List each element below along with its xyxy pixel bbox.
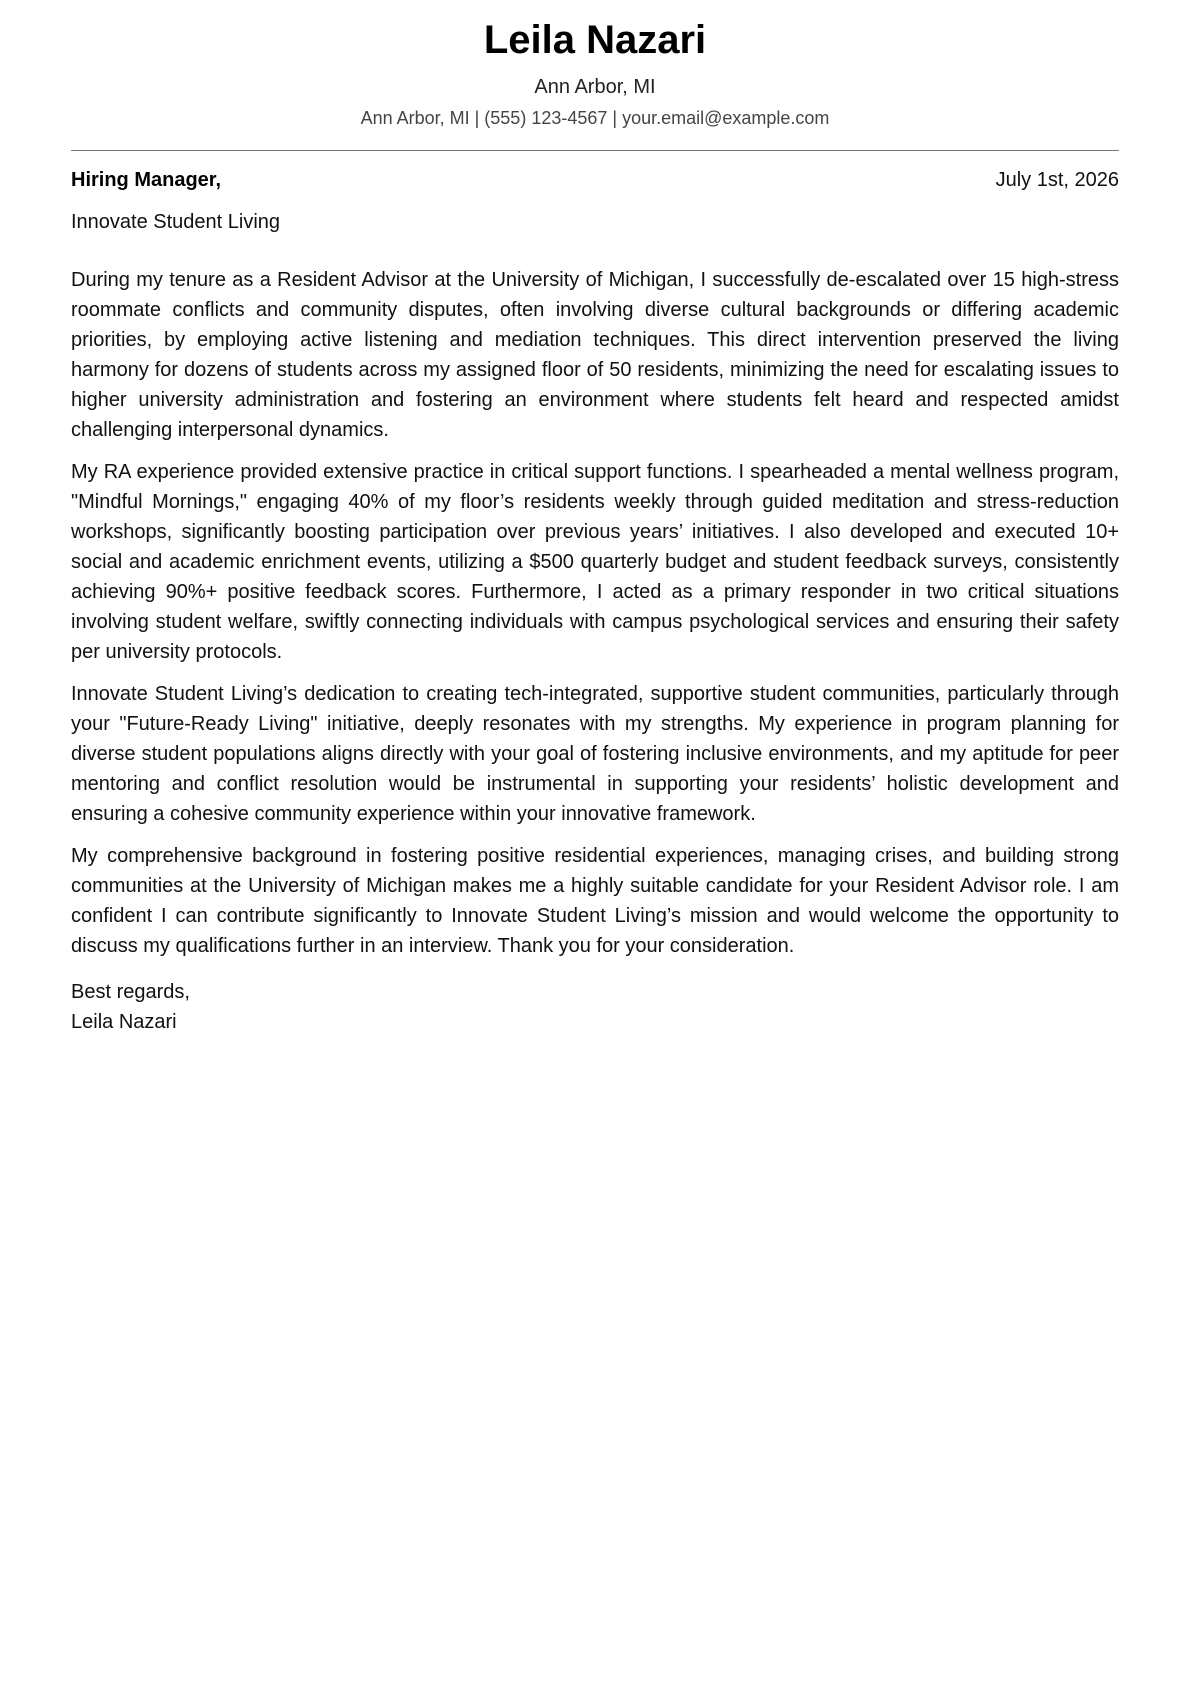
- letter-closing: [71, 977, 1119, 1037]
- applicant-name: Leila Nazari: [483, 18, 707, 62]
- closing-phrase: Best regards,: [71, 981, 190, 1003]
- letter-body: [71, 265, 1119, 961]
- contact-line: Ann Arbor, MI | (555) 123-4567 | your.email@example.com: [360, 108, 830, 128]
- letter-header: [71, 0, 1119, 130]
- applicant-location: Ann Arbor, MI: [534, 76, 656, 98]
- recipient-salutation: Hiring Manager,: [71, 169, 222, 191]
- company-name: Innovate Student Living: [71, 211, 281, 233]
- body-paragraph: Innovate Student Living’s dedication to creating tech-integrated, supportive student communities, particularly through your "Future-Ready Living" initiative, deeply resonates with my strengths. My experience in program planning for diverse student populations aligns directly with your goal of fostering inclusive environments, and my aptitude for peer mentoring and conflict resolution would be instrumental in supporting your residents’ holistic development and ensuring a cohesive community experience within your innovative framework.: [71, 683, 1119, 825]
- body-paragraph: During my tenure as a Resident Advisor at the University of Michigan, I successfully de-escalated over 15 high-stress roommate conflicts and community disputes, often involving diverse cultural backgrounds or differing academic priorities, by employing active listening and mediation techniques. This direct intervention preserved the living harmony for dozens of students across my assigned floor of 50 residents, minimizing the need for escalating issues to higher university administration and fostering an environment where students felt heard and respected amidst challenging interpersonal dynamics.: [71, 269, 1119, 441]
- recipient-date-row: [71, 167, 1119, 193]
- header-divider: [71, 150, 1119, 151]
- body-paragraph: My comprehensive background in fostering positive residential experiences, managing crises, and building strong communities at the University of Michigan makes me a highly suitable candidate for your Resident Advisor role. I am confident I can contribute significantly to Innovate Student Living’s mission and would welcome the opportunity to discuss my qualifications further in an interview. Thank you for your consideration.: [71, 845, 1119, 957]
- body-paragraph: My RA experience provided extensive practice in critical support functions. I spearheaded a mental wellness program, "Mindful Mornings," engaging 40% of my floor’s residents weekly through guided meditation and stress-reduction workshops, significantly boosting participation over previous years’ initiatives. I also developed and executed 10+ social and academic enrichment events, utilizing a $500 quarterly budget and student feedback surveys, consistently achieving 90%+ positive feedback scores. Furthermore, I acted as a primary responder in two critical situations involving student welfare, swiftly connecting individuals with campus psychological services and ensuring their safety per university protocols.: [71, 461, 1119, 663]
- letter-date: July 1st, 2026: [995, 169, 1119, 191]
- signature-name: Leila Nazari: [71, 1011, 177, 1033]
